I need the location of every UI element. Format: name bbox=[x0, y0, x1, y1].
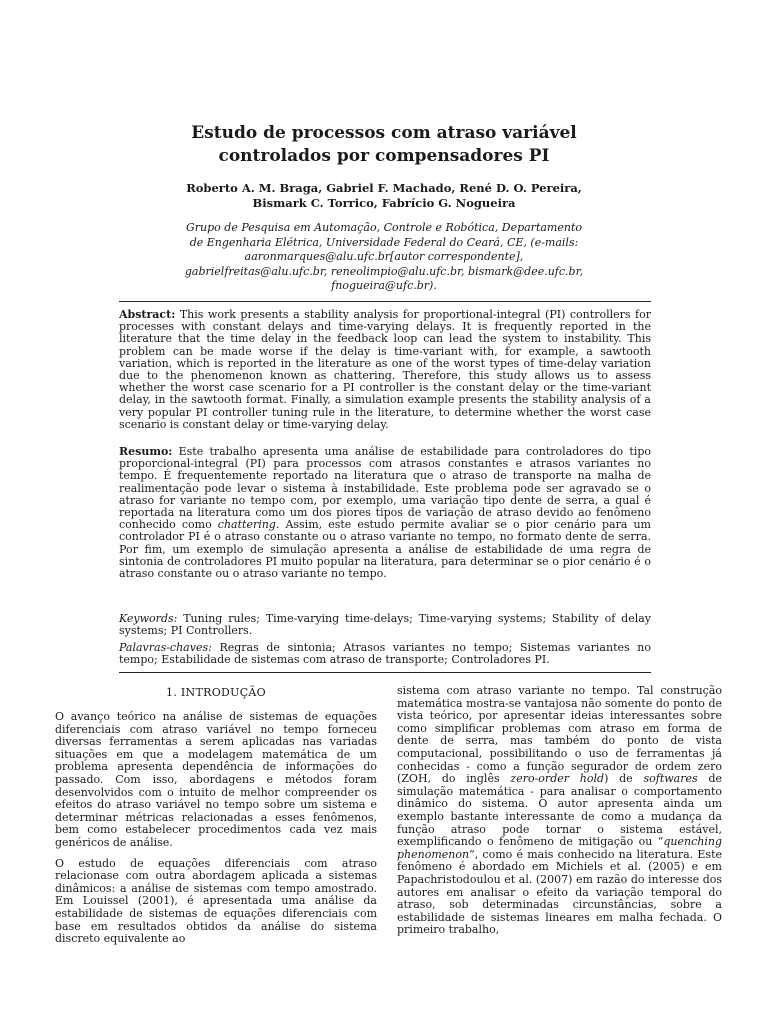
author-list bbox=[140, 181, 628, 211]
intro-paragraph-2: O estudo de equações diferenciais com atraso relacionase com outra abordagem aplicada a sistemas dinâmicos: a análise de sistemas com tempo amostrado. Em Louissel (2001), é apresentada uma análise da estabilidade de sistemas de equações diferenciais com base em resultados obtidos da análise do sistema discreto equivalente ao bbox=[55, 856, 377, 946]
authors-line-1: Roberto A. M. Braga, Gabriel F. Machado, René D. O. Pereira, bbox=[186, 181, 582, 195]
top-divider bbox=[119, 301, 651, 302]
intro-paragraph-1: O avanço teórico na análise de sistemas de equações diferenciais com atraso variável no tempo forneceu diversas ferramentas a serem aplicadas nas variadas situações em que a modelagem matemática de um problema apresenta dependência de informações do passado. Com isso, abordagens e métodos foram desenvolvidos com o intuito de melhor compreender os efeitos do atraso variável no tempo sobre um sistema e determinar métricas relacionadas a esses fenômenos, bem como estabelecer procedimentos cada vez mais genéricos de análise. bbox=[55, 710, 377, 849]
resumo-italic-term: chattering. bbox=[217, 518, 280, 532]
right-italic-quenching: quenching phenomenon bbox=[397, 835, 722, 861]
right-text-4: ”, como é mais conhecido na literatura. Este fenômeno é abordado em Michiels et al. (2005) e em Papachristodoulou et al. (2007) em razão do interesse dos autores em analisar o efeito da variação temporal do atraso, sob determinadas circunstâncias, sobre a estabilidade de sistemas lineares em malha fechada. O primeiro trabalho, bbox=[397, 847, 722, 937]
right-text-3: de simulação matemática - para analisar o comportamento dinâmico do sistema. O autor apresenta ainda um exemplo bastante interessante de como a mudança da função atraso pode tornar o sistema estável, exemplificando o fenômeno de mitigação ou “ bbox=[397, 772, 723, 849]
title-line-2: controlados por compensadores PI bbox=[218, 146, 550, 166]
keywords-text: Tuning rules; Time-varying time-delays; Time-varying systems; Stability of delay systems; PI Controllers. bbox=[119, 612, 651, 638]
palavras-text: Regras de sintonia; Atrasos variantes no tempo; Sistemas variantes no tempo; Estabilidade de sistemas com atraso de transporte; Controladores PI. bbox=[119, 641, 651, 667]
left-column bbox=[55, 711, 377, 954]
affiliation-line-1: Grupo de Pesquisa em Automação, Controle e Robótica, Departamento bbox=[186, 221, 582, 234]
affiliation bbox=[150, 221, 618, 294]
resumo-label: Resumo: bbox=[119, 445, 173, 458]
affiliation-line-2: de Engenharia Elétrica, Universidade Federal do Ceará, CE, (e-mails: bbox=[189, 235, 579, 249]
affiliation-line-3: aaronmarques@alu.ufc.br[autor correspondente], bbox=[244, 250, 524, 263]
abstract-label: Abstract: bbox=[119, 308, 176, 321]
title-line-1: Estudo de processos com atraso variável bbox=[191, 123, 577, 143]
right-column bbox=[397, 685, 722, 945]
right-text-2: ) de bbox=[604, 772, 633, 786]
bottom-divider bbox=[119, 672, 651, 673]
affiliation-line-4: gabrielfreitas@alu.ufc.br, reneolimpio@alu.ufc.br, bismark@dee.ufc.br, bbox=[184, 264, 584, 278]
abstract bbox=[119, 309, 651, 431]
resumo bbox=[119, 446, 651, 580]
palavras-label: Palavras-chaves: bbox=[119, 641, 212, 654]
affiliation-line-5: fnogueira@ufc.br). bbox=[331, 279, 437, 292]
right-italic-softwares: softwares bbox=[643, 772, 698, 786]
authors-line-2: Bismark C. Torrico, Fabrício G. Nogueira bbox=[252, 196, 516, 210]
right-text-1: sistema com atraso variante no tempo. Tal construção matemática mostra-se vantajosa não somente do ponto de vista teórico, por apresentar ideias interessantes sobre como simplificar problemas com atraso em forma de dente de serra, mas também do ponto de vista computacional, possibilitando o uso de ferramentas já conhecidas - como a função segurador de ordem zero (ZOH, do inglês bbox=[397, 684, 722, 786]
resumo-text-2: Assim, este estudo permite avaliar se o pior cenário para um controlador PI é o atraso constante ou o atraso variante no tempo, no formato dente de serra. Por fim, um exemplo de simulação apresenta a análise de estabilidade de uma regra de sintonia de controladores PI muito popular na literatura, para determinar se o pior cenário é o atraso constante ou o atraso variante no tempo. bbox=[119, 518, 651, 581]
resumo-text-1: Este trabalho apresenta uma análise de estabilidade para controladores do tipo proporcional-integral (PI) para processos com atrasos constantes e atrasos variantes no tempo. É frequentemente reportado na literatura que o atraso de transporte na malha de realimentação pode levar o sistema à instabilidade. Este problema pode ser agravado se o atraso for variante no tempo com, por exemplo, uma variação tipo dente de serra, a qual é reportada na literatura como um dos piores tipos de variação de atraso devido ao fenômeno conhecido como bbox=[119, 445, 652, 532]
intro-paragraph-3 bbox=[397, 685, 722, 937]
abstract-text: This work presents a stability analysis for proportional-integral (PI) controllers for processes with constant delays and time-varying delays. It is frequently reported in the literature that the time delay in the feedback loop can lead the system to instability. This problem can be made worse if the delay is time-variant with, for example, a sawtooth variation, which is reported in the literature as one of the worst types of time-delay variation due to the phenomenon known as chattering. Therefore, this study allows us to assess whether the worst case scenario for a PI controller is the constant delay or the time-variant delay, in the sawtooth format. Finally, a simulation example presents the stability analysis of a very popular PI controller tuning rule in the literature, to determine whether the worst case scenario is constant delay or time-varying delay. bbox=[119, 308, 652, 431]
keywords bbox=[119, 613, 651, 637]
keywords-label: Keywords: bbox=[119, 612, 178, 625]
section-heading: 1. INTRODUÇÃO bbox=[166, 686, 266, 699]
palavras-chaves bbox=[119, 642, 651, 666]
paper-title bbox=[160, 122, 608, 168]
right-italic-zoh: zero-order hold bbox=[510, 772, 605, 786]
